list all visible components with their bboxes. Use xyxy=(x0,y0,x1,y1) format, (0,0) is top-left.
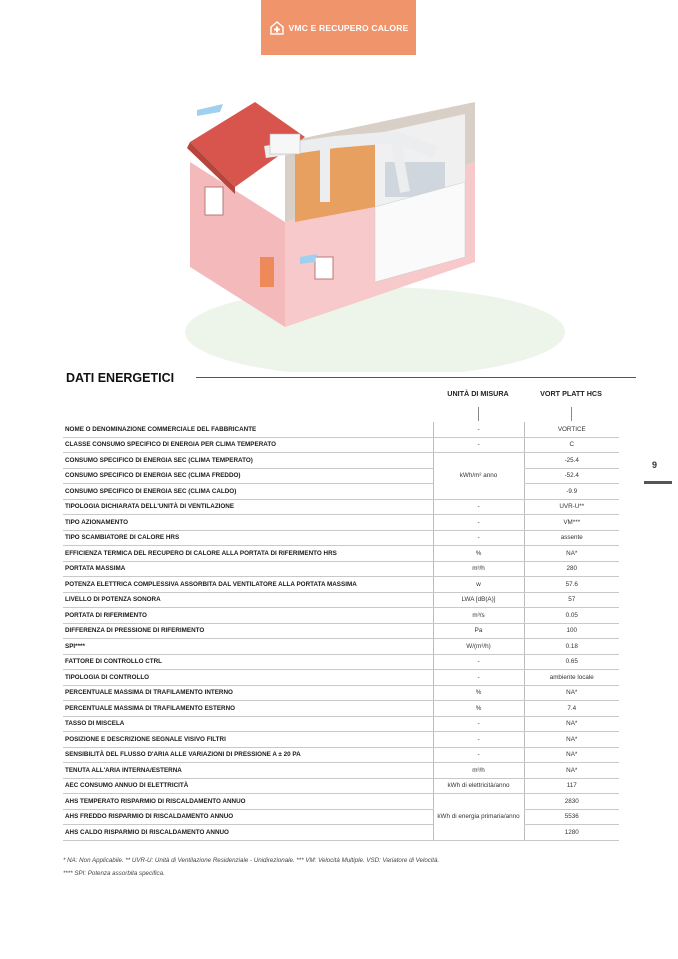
title-rule xyxy=(196,377,636,378)
row-value: ambiente locale xyxy=(524,670,619,686)
row-name: PERCENTUALE MASSIMA DI TRAFILAMENTO ESTERNO xyxy=(63,701,433,717)
table-row xyxy=(63,825,619,841)
row-name: POSIZIONE E DESCRIZIONE SEGNALE VISIVO FILTRI xyxy=(63,732,433,748)
value-header-text: VORT PLATT HCS xyxy=(540,389,602,398)
row-value: 0.18 xyxy=(524,639,619,655)
row-unit: - xyxy=(433,654,524,670)
row-value: 57 xyxy=(524,592,619,608)
row-name: TASSO DI MISCELA xyxy=(63,716,433,732)
row-unit: % xyxy=(433,685,524,701)
row-value: 5536 xyxy=(524,809,619,825)
table-row xyxy=(63,639,619,655)
value-column-header xyxy=(524,389,618,399)
row-name: TENUTA ALL'ARIA INTERNA/ESTERNA xyxy=(63,763,433,779)
page-title: DATI ENERGETICI xyxy=(66,371,175,385)
table-row xyxy=(63,422,619,437)
row-name: NOME O DENOMINAZIONE COMMERCIALE DEL FABBRICANTE xyxy=(63,422,433,437)
row-value: 0.65 xyxy=(524,654,619,670)
table-row xyxy=(63,701,619,717)
row-name: DIFFERENZA DI PRESSIONE DI RIFERIMENTO xyxy=(63,623,433,639)
row-name: PORTATA DI RIFERIMENTO xyxy=(63,608,433,624)
row-unit: - xyxy=(433,716,524,732)
row-unit: LWA [dB(A)] xyxy=(433,592,524,608)
row-name: TIPO AZIONAMENTO xyxy=(63,515,433,531)
row-name: POTENZA ELETTRICA COMPLESSIVA ASSORBITA DAL VENTILATORE ALLA PORTATA MASSIMA xyxy=(63,577,433,593)
table-row xyxy=(63,716,619,732)
row-value: NA* xyxy=(524,685,619,701)
table-row xyxy=(63,670,619,686)
table-row xyxy=(63,577,619,593)
row-unit: W/(m³/h) xyxy=(433,639,524,655)
value-header-tick xyxy=(571,407,572,421)
row-name: EFFICIENZA TERMICA DEL RECUPERO DI CALORE ALLA PORTATA DI RIFERIMENTO HRS xyxy=(63,546,433,562)
row-unit: kWh di energia primaria/anno xyxy=(433,794,524,841)
row-value: 100 xyxy=(524,623,619,639)
row-name: CLASSE CONSUMO SPECIFICO DI ENERGIA PER CLIMA TEMPERATO xyxy=(63,437,433,453)
table-row xyxy=(63,468,619,484)
table-row xyxy=(63,747,619,763)
row-unit: m³/s xyxy=(433,608,524,624)
row-unit: - xyxy=(433,732,524,748)
row-value: UVR-U** xyxy=(524,499,619,515)
row-value: assente xyxy=(524,530,619,546)
row-name: AHS FREDDO RISPARMIO DI RISCALDAMENTO ANNUO xyxy=(63,809,433,825)
table-row xyxy=(63,685,619,701)
row-unit: - xyxy=(433,747,524,763)
table-row xyxy=(63,437,619,453)
row-value: VM*** xyxy=(524,515,619,531)
table-row xyxy=(63,561,619,577)
table-row xyxy=(63,530,619,546)
footnote: * NA: Non Applicabile. ** UVR-U: Unità di Ventilazione Residenziale - Unidirezionale. *** VM: Velocità Multiple. VSD: Variatore di Velocità. xyxy=(63,857,440,864)
table-row xyxy=(63,654,619,670)
row-value: -9.9 xyxy=(524,484,619,500)
row-unit: - xyxy=(433,422,524,437)
table-row xyxy=(63,484,619,500)
unit-header-text: UNITÀ DI MISURA xyxy=(447,389,509,398)
unit-header-tick xyxy=(478,407,479,421)
row-value: 0.05 xyxy=(524,608,619,624)
energy-data-table xyxy=(63,422,619,841)
row-unit: - xyxy=(433,499,524,515)
row-value: 117 xyxy=(524,778,619,794)
row-name: TIPO SCAMBIATORE DI CALORE HRS xyxy=(63,530,433,546)
row-unit: w xyxy=(433,577,524,593)
row-value: NA* xyxy=(524,716,619,732)
table-row xyxy=(63,778,619,794)
row-name: AEC CONSUMO ANNUO DI ELETTRICITÀ xyxy=(63,778,433,794)
row-name: SENSIBILITÀ DEL FLUSSO D'ARIA ALLE VARIAZIONI DI PRESSIONE A ± 20 PA xyxy=(63,747,433,763)
row-value: VORTICE xyxy=(524,422,619,437)
row-name: CONSUMO SPECIFICO DI ENERGIA SEC (CLIMA FREDDO) xyxy=(63,468,433,484)
table-row xyxy=(63,546,619,562)
row-value: NA* xyxy=(524,763,619,779)
row-name: PERCENTUALE MASSIMA DI TRAFILAMENTO INTERNO xyxy=(63,685,433,701)
row-value: NA* xyxy=(524,732,619,748)
row-unit: kWh/m² anno xyxy=(433,453,524,500)
table-row xyxy=(63,794,619,810)
house-plus-icon xyxy=(269,20,285,36)
table-row xyxy=(63,499,619,515)
row-unit: m³/h xyxy=(433,763,524,779)
section-label: VMC E RECUPERO CALORE xyxy=(288,22,409,33)
unit-column-header xyxy=(438,389,518,399)
row-value: NA* xyxy=(524,546,619,562)
row-unit: kWh di elettricità/anno xyxy=(433,778,524,794)
table-row xyxy=(63,623,619,639)
row-value: 2830 xyxy=(524,794,619,810)
table-row xyxy=(63,809,619,825)
page-number: 9 xyxy=(652,460,658,470)
row-unit: % xyxy=(433,546,524,562)
row-name: AHS TEMPERATO RISPARMIO DI RISCALDAMENTO ANNUO xyxy=(63,794,433,810)
row-unit: - xyxy=(433,530,524,546)
row-value: 7.4 xyxy=(524,701,619,717)
row-name: CONSUMO SPECIFICO DI ENERGIA SEC (CLIMA TEMPERATO) xyxy=(63,453,433,469)
table-row xyxy=(63,763,619,779)
row-unit: % xyxy=(433,701,524,717)
table-row xyxy=(63,515,619,531)
house-ventilation-illustration xyxy=(175,82,575,372)
row-unit: m³/h xyxy=(433,561,524,577)
row-name: CONSUMO SPECIFICO DI ENERGIA SEC (CLIMA CALDO) xyxy=(63,484,433,500)
footnote: **** SPI: Potenza assorbita specifica. xyxy=(63,870,165,877)
table-row xyxy=(63,608,619,624)
row-name: FATTORE DI CONTROLLO CTRL xyxy=(63,654,433,670)
page-number-bar xyxy=(644,481,672,484)
row-value: C xyxy=(524,437,619,453)
section-tab xyxy=(261,0,416,55)
row-unit: Pa xyxy=(433,623,524,639)
row-value: 1280 xyxy=(524,825,619,841)
row-name: AHS CALDO RISPARMIO DI RISCALDAMENTO ANNUO xyxy=(63,825,433,841)
table-row xyxy=(63,592,619,608)
row-name: TIPOLOGIA DI CONTROLLO xyxy=(63,670,433,686)
row-value: 57.6 xyxy=(524,577,619,593)
row-name: TIPOLOGIA DICHIARATA DELL'UNITÀ DI VENTILAZIONE xyxy=(63,499,433,515)
row-unit: - xyxy=(433,437,524,453)
row-value: -52.4 xyxy=(524,468,619,484)
row-unit: - xyxy=(433,670,524,686)
row-value: -25.4 xyxy=(524,453,619,469)
row-value: NA* xyxy=(524,747,619,763)
table-row xyxy=(63,453,619,469)
row-value: 280 xyxy=(524,561,619,577)
row-name: SPI**** xyxy=(63,639,433,655)
row-unit: - xyxy=(433,515,524,531)
table-row xyxy=(63,732,619,748)
row-name: PORTATA MASSIMA xyxy=(63,561,433,577)
row-name: LIVELLO DI POTENZA SONORA xyxy=(63,592,433,608)
